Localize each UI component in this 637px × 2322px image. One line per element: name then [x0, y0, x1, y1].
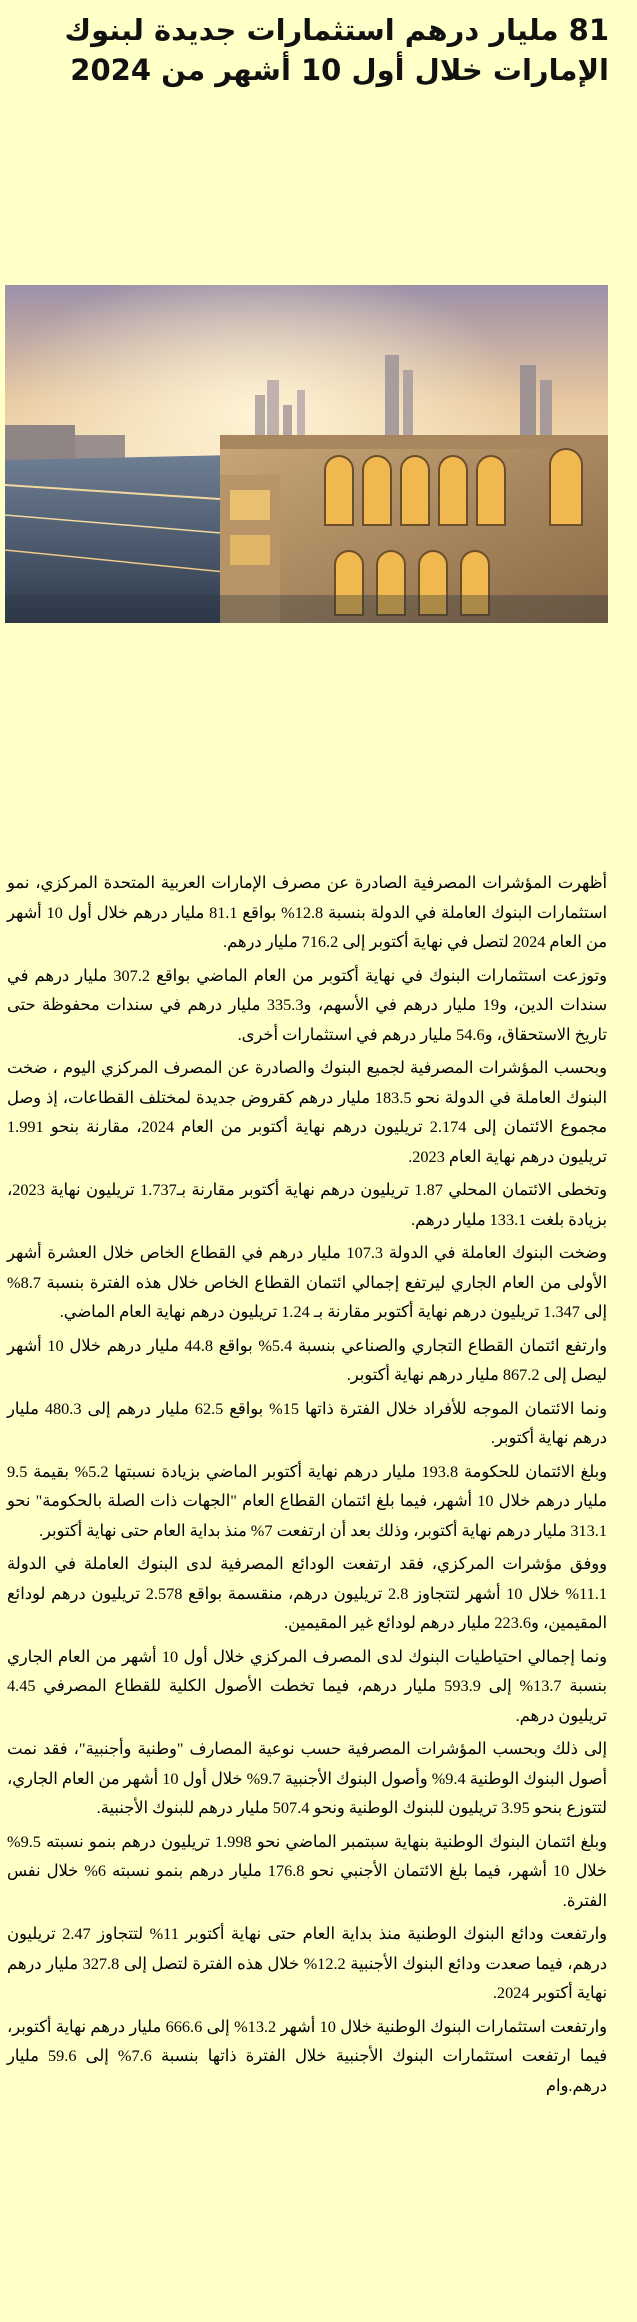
paragraph: ونما إجمالي احتياطيات البنوك لدى المصرف المركزي خلال أول 10 أشهر من العام الجاري بنسبة 13.7% إلى 593.9 مليار درهم، فيما تخطت الأصول الكلية للقطاع المصرفي 4.45 تريليون درهم. [7, 1646, 607, 1725]
paragraph: وبلغ الائتمان للحكومة 193.8 مليار درهم نهاية أكتوبر الماضي بزيادة نسبتها 5.2% بقيمة 9.5 مليار درهم خلال 10 أشهر، فيما بلغ ائتمان القطاع العام "الجهات ذات الصلة بالحكومة" نحو 313.1 مليار درهم نهاية أكتوبر، وذلك بعد أن ارتفعت 7% منذ بداية العام حتى نهاية أكتوبر. [7, 1461, 608, 1540]
paragraph: وبحسب المؤشرات المصرفية لجميع البنوك والصادرة عن المصرف المركزي اليوم ، ضخت البنوك العاملة في الدولة نحو 183.5 مليار درهم كقروض جديدة لمختلف القطاعات، إذ وصل مجموع الائتمان إلى 2.174 تريليون درهم نهاية أكتوبر من العام 2024، مقارنة بنحو 1.991 تريليون درهم نهاية العام 2023. [7, 1058, 608, 1166]
paragraph: وارتفع ائتمان القطاع التجاري والصناعي بنسبة 5.4% بواقع 44.8 مليار درهم خلال 10 أشهر ليصل إلى 867.2 مليار درهم نهاية أكتوبر. [7, 1335, 607, 1384]
paragraph: أظهرت المؤشرات المصرفية الصادرة عن مصرف الإمارات العربية المتحدة المركزي، نمو استثمارات البنوك العاملة في الدولة بنسبة 12.8% بواقع 81.1 مليار درهم خلال أول 10 أشهر من العام 2024 لتصل في نهاية أكتوبر إلى 716.2 مليار درهم. [7, 873, 607, 951]
hero-image [5, 285, 608, 623]
paragraph: وبلغ ائتمان البنوك الوطنية بنهاية سبتمبر الماضي نحو 1.998 تريليون درهم بنمو نسبته 9.5% خلال 10 أشهر، فيما بلغ الائتمان الأجنبي نحو 176.8 مليار درهم بنمو نسبته 6% خلال نفس الفترة. [7, 1831, 608, 1910]
paragraph: وتخطى الائتمان المحلي 1.87 تريليون درهم نهاية أكتوبر مقارنة بـ1.737 تريليون نهاية 2023، بزيادة بلغت 133.1 مليار درهم. [7, 1180, 608, 1229]
article-headline: 81 مليار درهم استثمارات جديدة لبنوك الإمارات خلال أول 10 أشهر من 2024 [64, 13, 609, 87]
paragraph: وارتفعت ودائع البنوك الوطنية منذ بداية العام حتى نهاية أكتوبر 11% لتتجاوز 2.47 تريليون درهم، فيما صعدت ودائع البنوك الأجنبية 12.2% خلال هذه الفترة لتصل إلى 327.8 مليار درهم نهاية أكتوبر 2024. [7, 1924, 608, 2002]
paragraph: وتوزعت استثمارات البنوك في نهاية أكتوبر من العام الماضي بواقع 307.2 مليار درهم في سندات الدين، و19 مليار درهم في الأسهم، و335.3 مليار درهم في سندات محفوظة حتى تاريخ الاستحقاق، و54.6 مليار درهم في استثمارات أخرى. [7, 965, 607, 1044]
city-skyline-photo [5, 285, 608, 623]
paragraph: وضخت البنوك العاملة في الدولة 107.3 مليار درهم في القطاع الخاص خلال العشرة أشهر الأولى من العام الجاري ليرتفع إجمالي ائتمان القطاع الخاص خلال هذه الفترة بنسبة 8.7% إلى 1.347 تريليون درهم نهاية أكتوبر مقارنة بـ 1.24 تريليون درهم نهاية العام الماضي. [7, 1243, 607, 1321]
paragraph: إلى ذلك وبحسب المؤشرات المصرفية حسب نوعية المصارف "وطنية وأجنبية"، فقد نمت أصول البنوك الوطنية 9.4% وأصول البنوك الأجنبية 9.7% خلال أول 10 أشهر من العام الجاري، لتتوزع بنحو 3.95 تريليون للبنوك الوطنية ونحو 507.4 مليار درهم للبنوك الأجنبية. [7, 1739, 607, 1817]
paragraph: ونما الائتمان الموجه للأفراد خلال الفترة ذاتها 15% بواقع 62.5 مليار درهم إلى 480.3 مليار درهم نهاية أكتوبر. [7, 1398, 607, 1447]
paragraph: ووفق مؤشرات المركزي، فقد ارتفعت الودائع المصرفية لدى البنوك العاملة في الدولة 11.1% خلال 10 أشهر لتتجاوز 2.8 تريليون درهم، منقسمة بواقع 2.578 تريليون درهم لودائع المقيمين، و223.6 مليار درهم لودائع غير المقيمين. [7, 1554, 607, 1632]
article-body [7, 868, 607, 2104]
paragraph: وارتفعت استثمارات البنوك الوطنية خلال 10 أشهر 13.2% إلى 666.6 مليار درهم نهاية أكتوبر، فيما ارتفعت استثمارات البنوك الأجنبية خلال الفترة ذاتها بنسبة 7.6% إلى 59.6 مليار درهم.وام [7, 2016, 607, 2095]
